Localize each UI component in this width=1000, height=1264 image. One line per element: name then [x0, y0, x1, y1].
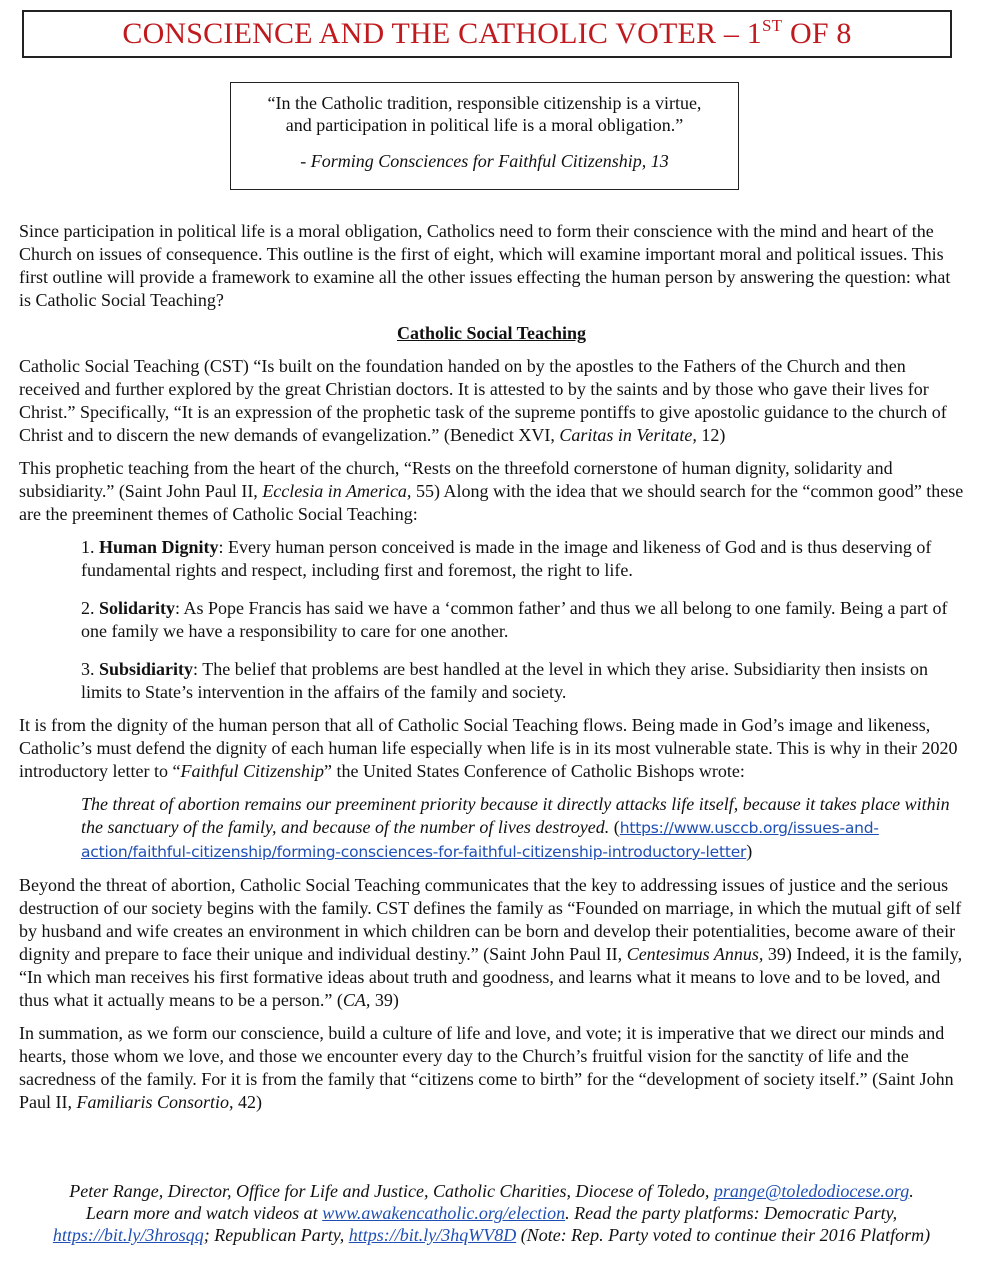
- title-box: [22, 10, 952, 58]
- theme-item-human-dignity: [81, 536, 964, 582]
- theme-text: : Every human person conceived is made in the image and likeness of God and is thus deserving of fundamental rights and respect, including first and foremost, the right to life.: [81, 537, 932, 580]
- family-citation-2: CA,: [342, 990, 371, 1010]
- dignity-paragraph: [19, 714, 964, 783]
- section-heading: Catholic Social Teaching: [396, 323, 587, 343]
- republican-platform-link[interactable]: https://bit.ly/3hqWV8D: [348, 1225, 517, 1245]
- prophetic-citation: Ecclesia in America,: [262, 481, 412, 501]
- theme-text: : As Pope Francis has said we have a ‘common father’ and thus we all belong to one family. Being a part of one family we have a responsibility to care for one another.: [81, 598, 948, 641]
- footer: [19, 1180, 964, 1246]
- summation-text: In summation, as we form our conscience, build a culture of life and love, and vote; it is imperative that we direct our minds and hearts, those whom we love, and those we encounter every day to the Church’s fruitful vision for the sanctity of life and the sacredness of the family. For it is from the family that “citizens come to birth” for the “development of society itself.” (Saint John Paul II,: [19, 1023, 954, 1112]
- footer-learn: Learn more and watch videos at: [85, 1203, 323, 1223]
- democratic-platform-link[interactable]: https://bit.ly/3hrosqq: [52, 1225, 204, 1245]
- theme-number: 2.: [81, 598, 99, 618]
- summation-paragraph: [19, 1022, 964, 1114]
- theme-name: Subsidiarity: [99, 659, 194, 679]
- link-open-paren: (: [609, 817, 620, 837]
- email-link[interactable]: prange@toledodiocese.org: [713, 1181, 910, 1201]
- prophetic-text: This prophetic teaching from the heart of the church, “Rests on the threefold cornerstone of human dignity, solidarity and subsidiarity.” (Saint John Paul II,: [19, 458, 893, 501]
- epigraph-line-2: and participation in political life is a moral obligation.”: [285, 115, 684, 135]
- theme-item-solidarity: [81, 597, 964, 643]
- footer-after-email: .: [909, 1181, 914, 1201]
- document-body: [19, 220, 964, 1124]
- theme-number: 1.: [81, 537, 99, 557]
- summation-citation: Familiaris Consortio,: [76, 1092, 234, 1112]
- dignity-end: ” the United States Conference of Catholic Bishops wrote:: [323, 761, 745, 781]
- prophetic-end: 55) Along with the idea that we should search for the “common good” these are the preeminent themes of Catholic Social Teaching:: [19, 481, 964, 524]
- family-text: Beyond the threat of abortion, Catholic Social Teaching communicates that the key to addressing issues of justice and the serious destruction of our society begins with the family. CST defines the family as “Founded on marriage, in which the mutual gift of self by husband and wife creates an environment in which children can be born and develop their potentialities, become aware of their dignity and prepare to face their unique and individual destiny.” (Saint John Paul II,: [19, 875, 962, 964]
- epigraph-source: - Forming Consciences for Faithful Citizenship, 13: [300, 151, 669, 171]
- dignity-text: It is from the dignity of the human person that all of Catholic Social Teaching flows. Being made in God’s image and likeness, Catholic’s must defend the dignity of each human life especially when life is in its most vulnerable state. This is why in their 2020 introductory letter to “: [19, 715, 958, 781]
- awaken-catholic-link[interactable]: www.awakencatholic.org/election: [322, 1203, 566, 1223]
- document-title: [122, 16, 852, 50]
- intro-paragraph: Since participation in political life is a moral obligation, Catholics need to form their conscience with the mind and heart of the Church on issues of consequence. This outline is the first of eight, which will examine important moral and political issues. This first outline will provide a framework to examine all the other issues effecting the human person by answering the question: what is Catholic Social Teaching?: [19, 221, 951, 310]
- family-end: 39): [370, 990, 399, 1010]
- cst-text: Catholic Social Teaching (CST) “Is built on the foundation handed on by the apostles to the Fathers of the Church and then received and further explored by the great Christian doctors. It is attested to by the saints and by those who gave their lives for Christ.” Specifically, “It is an expression of the prophetic task of the supreme pontiffs to give apostolic guidance to the church of Christ and to discern the new demands of evangelization.” (Benedict XVI,: [19, 356, 947, 445]
- footer-author: Peter Range, Director, Office for Life and Justice, Catholic Charities, Diocese of Toledo,: [69, 1181, 714, 1201]
- title-tail: OF 8: [782, 17, 852, 50]
- footer-note: (Note: Rep. Party voted to continue their 2016 Platform): [516, 1225, 931, 1245]
- family-mid: 39) Indeed, it is the family, “In which man receives his first formative ideas about truth and goodness, and learns what it means to love and to be loved, and thus what it actually means to be a person.” (: [19, 944, 963, 1010]
- footer-republican-label: ; Republican Party,: [203, 1225, 349, 1245]
- title-superscript: ST: [762, 16, 783, 35]
- prophetic-paragraph: [19, 457, 964, 526]
- cst-citation: Caritas in Veritate,: [559, 425, 697, 445]
- theme-name: Human Dignity: [99, 537, 219, 557]
- bishops-block-quote: [81, 793, 964, 864]
- title-main: CONSCIENCE AND THE CATHOLIC VOTER – 1: [122, 17, 763, 50]
- dignity-citation: Faithful Citizenship: [180, 761, 324, 781]
- family-citation: Centesimus Annus,: [626, 944, 764, 964]
- theme-name: Solidarity: [99, 598, 176, 618]
- theme-item-subsidiarity: [81, 658, 964, 704]
- cst-end: 12): [696, 425, 726, 445]
- family-paragraph: [19, 874, 964, 1012]
- cst-paragraph: [19, 355, 964, 447]
- summation-end: 42): [233, 1092, 263, 1112]
- theme-text: : The belief that problems are best handled at the level in which they arise. Subsidiarity then insists on limits to State’s intervention in the affairs of the family and society.: [81, 659, 929, 702]
- link-close-paren: ): [746, 841, 753, 861]
- bishops-quote-text: The threat of abortion remains our preeminent priority because it directly attacks life itself, because it takes place within the sanctuary of the family, and because of the number of lives destroyed.: [81, 794, 950, 837]
- theme-number: 3.: [81, 659, 99, 679]
- footer-platforms: . Read the party platforms: Democratic Party,: [565, 1203, 898, 1223]
- usccb-link[interactable]: https://www.usccb.org/issues-and-action/faithful-citizenship/forming-consciences-for-faithful-citizenship-introductory-letter: [81, 819, 879, 861]
- epigraph-box: [230, 82, 739, 190]
- epigraph-line-1: “In the Catholic tradition, responsible citizenship is a virtue,: [267, 93, 702, 113]
